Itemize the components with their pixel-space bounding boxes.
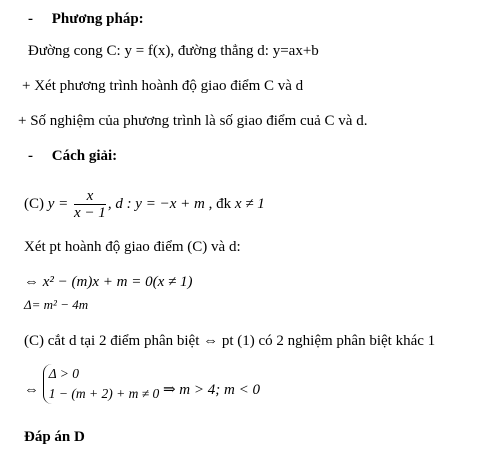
- system-result: ⇒ m > 4; m < 0: [162, 381, 260, 398]
- system-arrow: ⇔: [24, 381, 39, 398]
- fraction-denominator: x − 1: [74, 204, 106, 221]
- delta-line: Δ= m² − 4m: [24, 297, 89, 312]
- method-line-2: + Xét phương trình hoành độ giao điểm C và d: [22, 78, 304, 94]
- method-bullet: -: [28, 11, 33, 27]
- dk-label: , đk: [208, 196, 232, 212]
- condition-text: (C) cắt d tại 2 điểm phân biệt ⇔ pt (1) có 2 nghiệm phân biệt khác 1: [24, 333, 436, 349]
- system-brace: [43, 364, 159, 417]
- method-line-1: Đường cong C: y = f(x), đường thẳng d: y=ax+b: [28, 43, 319, 59]
- solution-bullet: -: [28, 148, 33, 164]
- system-line: [24, 364, 260, 417]
- system-row-1: Δ > 0: [48, 366, 80, 381]
- given-fraction: [74, 189, 106, 221]
- given-line-d: , d : y = −x + m: [107, 196, 205, 212]
- solution-heading: Cách giải:: [51, 148, 118, 164]
- given-line: [24, 186, 265, 222]
- fraction-numerator: x: [86, 187, 94, 204]
- method-heading-line: [28, 10, 144, 28]
- system-row-2: 1 − (m + 2) + m ≠ 0: [48, 386, 160, 401]
- given-y-eq: y =: [47, 196, 69, 212]
- quadratic-equation: ⇔ x² − (m)x + m = 0(x ≠ 1): [24, 274, 193, 290]
- method-line-3: + Số nghiệm của phương trình là số giao điểm cuả C và d.: [18, 113, 368, 129]
- given-prefix: (C): [24, 196, 44, 212]
- answer: Đáp án D: [24, 429, 85, 445]
- method-heading: Phương pháp:: [51, 11, 144, 27]
- intersection-intro: Xét pt hoành độ giao điểm (C) và d:: [24, 239, 241, 255]
- dk-condition: x ≠ 1: [234, 196, 265, 212]
- solution-heading-line: [28, 147, 117, 165]
